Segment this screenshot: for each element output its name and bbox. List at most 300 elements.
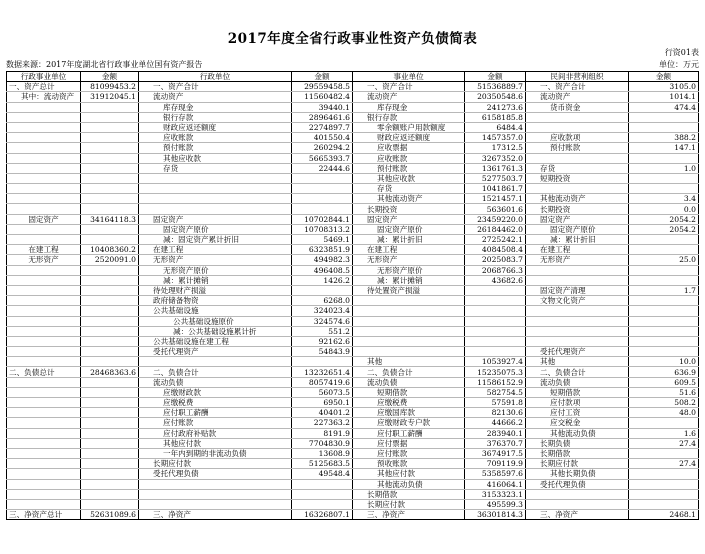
amount-cell: 8057419.6 xyxy=(292,377,353,387)
amount-cell xyxy=(81,347,139,357)
item-cell xyxy=(353,306,465,316)
amount-cell xyxy=(81,285,139,295)
item-cell: 一、资产合计 xyxy=(353,82,465,92)
amount-cell: 25.0 xyxy=(629,255,699,265)
amount-cell: 5358597.6 xyxy=(465,469,526,479)
amount-cell: 6158185.8 xyxy=(465,112,526,122)
amount-cell xyxy=(465,336,526,346)
amount-cell: 563601.6 xyxy=(465,204,526,214)
item-cell: 货币资金 xyxy=(526,102,629,112)
item-cell: 三、净资产总计 xyxy=(7,510,81,520)
amount-cell: 376370.7 xyxy=(465,438,526,448)
item-cell: 固定资产 xyxy=(139,214,292,224)
amount-cell xyxy=(292,479,353,489)
item-cell: 受托代理负债 xyxy=(526,479,629,489)
item-cell xyxy=(7,438,81,448)
table-row xyxy=(7,92,699,102)
amount-cell xyxy=(465,326,526,336)
table-row xyxy=(7,214,699,224)
amount-cell: 2054.2 xyxy=(629,224,699,234)
amount-cell xyxy=(629,173,699,183)
item-cell: 公共基础设施原价 xyxy=(139,316,292,326)
item-cell: 文物文化资产 xyxy=(526,296,629,306)
item-cell xyxy=(7,408,81,418)
item-cell xyxy=(7,306,81,316)
item-cell: 其中：流动资产 xyxy=(7,92,81,102)
amount-cell: 17312.5 xyxy=(465,143,526,153)
amount-cell: 241273.6 xyxy=(465,102,526,112)
item-cell: 流动负债 xyxy=(353,377,465,387)
item-cell: 流动资产 xyxy=(526,92,629,102)
amount-cell xyxy=(629,448,699,458)
item-cell: 政府储备物资 xyxy=(139,296,292,306)
item-cell xyxy=(7,224,81,234)
item-cell: 无形资产原价 xyxy=(139,265,292,275)
amount-cell xyxy=(629,122,699,132)
item-cell: 二、负债合计 xyxy=(139,367,292,377)
item-cell: 应付款项 xyxy=(526,398,629,408)
amount-cell xyxy=(629,306,699,316)
table-row xyxy=(7,204,699,214)
amount-cell: 48.0 xyxy=(629,408,699,418)
item-cell: 其他应付款 xyxy=(353,469,465,479)
amount-cell xyxy=(81,316,139,326)
item-cell xyxy=(7,479,81,489)
item-cell xyxy=(526,153,629,163)
amount-cell: 29559458.5 xyxy=(292,82,353,92)
item-cell: 应付账款 xyxy=(139,418,292,428)
amount-cell xyxy=(81,489,139,499)
item-cell: 减：公共基础设施累计折 xyxy=(139,326,292,336)
item-cell: 在建工程 xyxy=(353,245,465,255)
table-row xyxy=(7,143,699,153)
amount-cell: 15235075.3 xyxy=(465,367,526,377)
amount-cell: 40401.2 xyxy=(292,408,353,418)
amount-cell: 324574.6 xyxy=(292,316,353,326)
item-cell xyxy=(139,489,292,499)
amount-cell xyxy=(81,204,139,214)
amount-cell xyxy=(81,418,139,428)
item-cell: 流动资产 xyxy=(139,92,292,102)
item-cell xyxy=(139,479,292,489)
item-cell xyxy=(7,499,81,509)
amount-cell xyxy=(465,347,526,357)
amount-cell: 6323851.9 xyxy=(292,245,353,255)
amount-cell: 36301814.3 xyxy=(465,510,526,520)
item-cell: 应付政府补贴款 xyxy=(139,428,292,438)
table-row xyxy=(7,347,699,357)
amount-cell xyxy=(81,326,139,336)
item-cell: 其他流动资产 xyxy=(526,194,629,204)
item-cell: 财政应返还额度 xyxy=(139,122,292,132)
amount-cell xyxy=(629,296,699,306)
amount-cell: 10408360.2 xyxy=(81,245,139,255)
item-cell: 应付工资 xyxy=(526,408,629,418)
unit-label: 单位：万元 xyxy=(659,60,699,69)
amount-cell xyxy=(81,377,139,387)
amount-cell xyxy=(81,499,139,509)
amount-cell xyxy=(81,153,139,163)
item-cell xyxy=(7,387,81,397)
amount-cell: 51.6 xyxy=(629,387,699,397)
item-cell: 银行存款 xyxy=(139,112,292,122)
amount-cell: 1457357.0 xyxy=(465,133,526,143)
item-cell: 待处理财产损溢 xyxy=(139,285,292,295)
amount-cell: 51536889.7 xyxy=(465,82,526,92)
amount-cell: 388.2 xyxy=(629,133,699,143)
amount-cell: 5469.1 xyxy=(292,235,353,245)
item-cell xyxy=(526,265,629,275)
item-cell: 公共基础设施 xyxy=(139,306,292,316)
amount-cell xyxy=(292,184,353,194)
table-row xyxy=(7,469,699,479)
item-cell xyxy=(7,184,81,194)
amount-cell xyxy=(81,469,139,479)
amount-cell: 260294.2 xyxy=(292,143,353,153)
item-cell: 长期投资 xyxy=(353,204,465,214)
amount-cell: 1014.1 xyxy=(629,92,699,102)
amount-cell xyxy=(629,235,699,245)
amount-cell: 3105.0 xyxy=(629,82,699,92)
item-cell: 无形资产 xyxy=(353,255,465,265)
amount-cell xyxy=(292,194,353,204)
item-cell: 三、净资产 xyxy=(526,510,629,520)
item-cell: 应交税金 xyxy=(526,418,629,428)
item-cell xyxy=(526,112,629,122)
column-header: 事业单位 xyxy=(353,72,465,82)
amount-cell: 0.0 xyxy=(629,204,699,214)
item-cell: 其他流动负债 xyxy=(353,479,465,489)
item-cell: 固定资产原价 xyxy=(353,224,465,234)
item-cell: 一、资产合计 xyxy=(139,82,292,92)
item-cell: 一、资产总计 xyxy=(7,82,81,92)
amount-cell: 2274897.7 xyxy=(292,122,353,132)
amount-cell: 6950.1 xyxy=(292,398,353,408)
amount-cell xyxy=(81,387,139,397)
item-cell: 固定资产 xyxy=(526,214,629,224)
amount-cell: 582754.5 xyxy=(465,387,526,397)
amount-cell xyxy=(629,336,699,346)
amount-cell: 10.0 xyxy=(629,357,699,367)
item-cell xyxy=(526,184,629,194)
amount-cell: 16326807.1 xyxy=(292,510,353,520)
item-cell: 待处置资产损溢 xyxy=(353,285,465,295)
item-cell: 长期应付款 xyxy=(139,459,292,469)
item-cell: 流动资产 xyxy=(353,92,465,102)
amount-cell: 5665393.7 xyxy=(292,153,353,163)
table-row xyxy=(7,377,699,387)
item-cell: 其他应收款 xyxy=(353,173,465,183)
amount-cell xyxy=(81,163,139,173)
item-cell: 其他 xyxy=(526,357,629,367)
amount-cell xyxy=(81,184,139,194)
item-cell: 流动负债 xyxy=(139,377,292,387)
item-cell: 其他应付款 xyxy=(139,438,292,448)
item-cell: 公共基础设施在建工程 xyxy=(139,336,292,346)
item-cell xyxy=(7,112,81,122)
item-cell xyxy=(139,357,292,367)
item-cell xyxy=(7,204,81,214)
amount-cell: 1426.2 xyxy=(292,275,353,285)
item-cell: 减：累计摊销 xyxy=(353,275,465,285)
item-cell xyxy=(526,489,629,499)
item-cell xyxy=(353,296,465,306)
item-cell xyxy=(353,336,465,346)
column-header: 金额 xyxy=(81,72,139,82)
item-cell: 在建工程 xyxy=(7,245,81,255)
amount-cell xyxy=(81,459,139,469)
amount-cell: 3674917.5 xyxy=(465,448,526,458)
item-cell: 固定资产清理 xyxy=(526,285,629,295)
table-row xyxy=(7,194,699,204)
item-cell: 其他流动负债 xyxy=(526,428,629,438)
amount-cell: 495599.3 xyxy=(465,499,526,509)
table-row xyxy=(7,326,699,336)
item-cell: 无形资产 xyxy=(526,255,629,265)
amount-cell: 709119.9 xyxy=(465,459,526,469)
item-cell xyxy=(7,102,81,112)
table-row xyxy=(7,184,699,194)
amount-cell xyxy=(81,296,139,306)
item-cell: 存货 xyxy=(139,163,292,173)
item-cell xyxy=(526,122,629,132)
item-cell: 长期负债 xyxy=(526,438,629,448)
amount-cell: 28468363.6 xyxy=(81,367,139,377)
amount-cell: 23459220.0 xyxy=(465,214,526,224)
table-row xyxy=(7,173,699,183)
item-cell: 其他流动资产 xyxy=(353,194,465,204)
item-cell: 应付职工薪酬 xyxy=(353,428,465,438)
item-cell: 在建工程 xyxy=(139,245,292,255)
item-cell xyxy=(353,347,465,357)
amount-cell: 494982.3 xyxy=(292,255,353,265)
amount-cell xyxy=(81,122,139,132)
report-meta xyxy=(6,59,699,69)
amount-cell: 81099453.2 xyxy=(81,82,139,92)
amount-cell xyxy=(81,398,139,408)
item-cell: 库存现金 xyxy=(139,102,292,112)
amount-cell: 2025083.7 xyxy=(465,255,526,265)
item-cell: 固定资产 xyxy=(7,214,81,224)
item-cell: 应付账款 xyxy=(353,448,465,458)
column-header: 行政单位 xyxy=(139,72,292,82)
item-cell xyxy=(526,306,629,316)
amount-cell xyxy=(81,357,139,367)
amount-cell: 4084508.4 xyxy=(465,245,526,255)
amount-cell xyxy=(81,448,139,458)
item-cell xyxy=(7,459,81,469)
amount-cell: 1.7 xyxy=(629,285,699,295)
amount-cell: 27.4 xyxy=(629,459,699,469)
item-cell xyxy=(7,377,81,387)
item-cell xyxy=(7,469,81,479)
amount-cell xyxy=(292,285,353,295)
form-number: 行资01表 xyxy=(664,48,699,57)
item-cell: 三、净资产 xyxy=(353,510,465,520)
table-row xyxy=(7,82,699,92)
item-cell: 其他 xyxy=(353,357,465,367)
amount-cell xyxy=(81,438,139,448)
amount-cell xyxy=(629,153,699,163)
item-cell xyxy=(7,347,81,357)
table-row xyxy=(7,459,699,469)
amount-cell: 147.1 xyxy=(629,143,699,153)
item-cell xyxy=(139,194,292,204)
amount-cell xyxy=(292,173,353,183)
amount-cell: 401550.4 xyxy=(292,133,353,143)
table-row xyxy=(7,448,699,458)
amount-cell xyxy=(81,336,139,346)
item-cell: 固定资产 xyxy=(353,214,465,224)
column-header: 金额 xyxy=(465,72,526,82)
amount-cell xyxy=(81,194,139,204)
table-row xyxy=(7,418,699,428)
item-cell: 应收账款 xyxy=(353,153,465,163)
item-cell: 应缴税费 xyxy=(139,398,292,408)
item-cell: 应收账款 xyxy=(139,133,292,143)
amount-cell xyxy=(629,316,699,326)
item-cell: 流动负债 xyxy=(526,377,629,387)
amount-cell: 10702844.1 xyxy=(292,214,353,224)
amount-cell xyxy=(81,428,139,438)
amount-cell: 2725242.1 xyxy=(465,235,526,245)
item-cell xyxy=(526,499,629,509)
item-cell: 预收账款 xyxy=(353,459,465,469)
table-row xyxy=(7,408,699,418)
item-cell: 无形资产原价 xyxy=(353,265,465,275)
amount-cell xyxy=(629,265,699,275)
column-header: 金额 xyxy=(629,72,699,82)
item-cell: 长期应付款 xyxy=(526,459,629,469)
item-cell: 二、负债合计 xyxy=(526,367,629,377)
amount-cell xyxy=(629,499,699,509)
item-cell xyxy=(7,428,81,438)
item-cell: 银行存款 xyxy=(353,112,465,122)
item-cell: 短期借款 xyxy=(353,387,465,397)
item-cell: 其他长期负债 xyxy=(526,469,629,479)
amount-cell: 11586152.9 xyxy=(465,377,526,387)
table-row xyxy=(7,306,699,316)
item-cell: 预付账款 xyxy=(139,143,292,153)
item-cell: 一、资产合计 xyxy=(526,82,629,92)
item-cell: 受托代理资产 xyxy=(139,347,292,357)
item-cell xyxy=(7,398,81,408)
item-cell: 三、净资产 xyxy=(139,510,292,520)
table-row xyxy=(7,499,699,509)
amount-cell: 636.9 xyxy=(629,367,699,377)
amount-cell xyxy=(81,143,139,153)
item-cell: 短期投资 xyxy=(526,173,629,183)
amount-cell xyxy=(81,173,139,183)
amount-cell: 283940.1 xyxy=(465,428,526,438)
amount-cell: 34164118.3 xyxy=(81,214,139,224)
item-cell xyxy=(7,285,81,295)
item-cell: 减：累计折旧 xyxy=(526,235,629,245)
amount-cell: 1521457.1 xyxy=(465,194,526,204)
table-row xyxy=(7,265,699,275)
item-cell: 受托代理负债 xyxy=(139,469,292,479)
amount-cell xyxy=(292,357,353,367)
amount-cell: 1.0 xyxy=(629,163,699,173)
item-cell xyxy=(7,235,81,245)
item-cell xyxy=(526,275,629,285)
table-row xyxy=(7,255,699,265)
item-cell xyxy=(139,204,292,214)
amount-cell xyxy=(292,499,353,509)
table-row xyxy=(7,438,699,448)
item-cell xyxy=(7,448,81,458)
item-cell: 长期应付款 xyxy=(353,499,465,509)
column-header: 行政事业单位 xyxy=(7,72,81,82)
item-cell: 应收票据 xyxy=(353,143,465,153)
amount-cell: 56073.5 xyxy=(292,387,353,397)
amount-cell xyxy=(81,408,139,418)
amount-cell: 13608.9 xyxy=(292,448,353,458)
table-row xyxy=(7,336,699,346)
item-cell xyxy=(353,316,465,326)
amount-cell xyxy=(81,479,139,489)
item-cell xyxy=(7,194,81,204)
amount-cell xyxy=(292,489,353,499)
item-cell: 其他应收款 xyxy=(139,153,292,163)
item-cell: 短期借款 xyxy=(526,387,629,397)
item-cell xyxy=(7,316,81,326)
amount-cell: 31912045.1 xyxy=(81,92,139,102)
amount-cell: 551.2 xyxy=(292,326,353,336)
amount-cell: 1361761.3 xyxy=(465,163,526,173)
amount-cell: 6484.4 xyxy=(465,122,526,132)
item-cell xyxy=(7,326,81,336)
item-cell: 无形资产 xyxy=(139,255,292,265)
item-cell: 应缴财政款 xyxy=(139,387,292,397)
amount-cell: 26184462.0 xyxy=(465,224,526,234)
item-cell: 预付账款 xyxy=(353,163,465,173)
amount-cell xyxy=(629,245,699,255)
item-cell: 预付账款 xyxy=(526,143,629,153)
table-row xyxy=(7,296,699,306)
item-cell xyxy=(7,163,81,173)
item-cell: 财政应返还额度 xyxy=(353,133,465,143)
item-cell xyxy=(353,326,465,336)
amount-cell: 5277503.7 xyxy=(465,173,526,183)
item-cell xyxy=(7,265,81,275)
table-row xyxy=(7,489,699,499)
amount-cell: 6268.0 xyxy=(292,296,353,306)
amount-cell: 416064.1 xyxy=(465,479,526,489)
table-row xyxy=(7,112,699,122)
table-row xyxy=(7,163,699,173)
item-cell xyxy=(7,173,81,183)
column-header: 金额 xyxy=(292,72,353,82)
item-cell xyxy=(526,336,629,346)
table-row xyxy=(7,367,699,377)
amount-cell: 508.2 xyxy=(629,398,699,408)
item-cell: 应缴税费 xyxy=(353,398,465,408)
item-cell: 长期借款 xyxy=(526,448,629,458)
item-cell: 一年内到期的非流动负债 xyxy=(139,448,292,458)
item-cell xyxy=(139,499,292,509)
item-cell: 减：累计折旧 xyxy=(353,235,465,245)
report-title: 2017年度全省行政事业性资产负债简表 xyxy=(227,31,478,47)
item-cell: 零余额账户用款额度 xyxy=(353,122,465,132)
item-cell xyxy=(7,122,81,132)
amount-cell xyxy=(465,306,526,316)
table-row xyxy=(7,398,699,408)
amount-cell: 43682.6 xyxy=(465,275,526,285)
amount-cell xyxy=(81,265,139,275)
item-cell: 应缴财政专户款 xyxy=(353,418,465,428)
amount-cell: 5125683.5 xyxy=(292,459,353,469)
